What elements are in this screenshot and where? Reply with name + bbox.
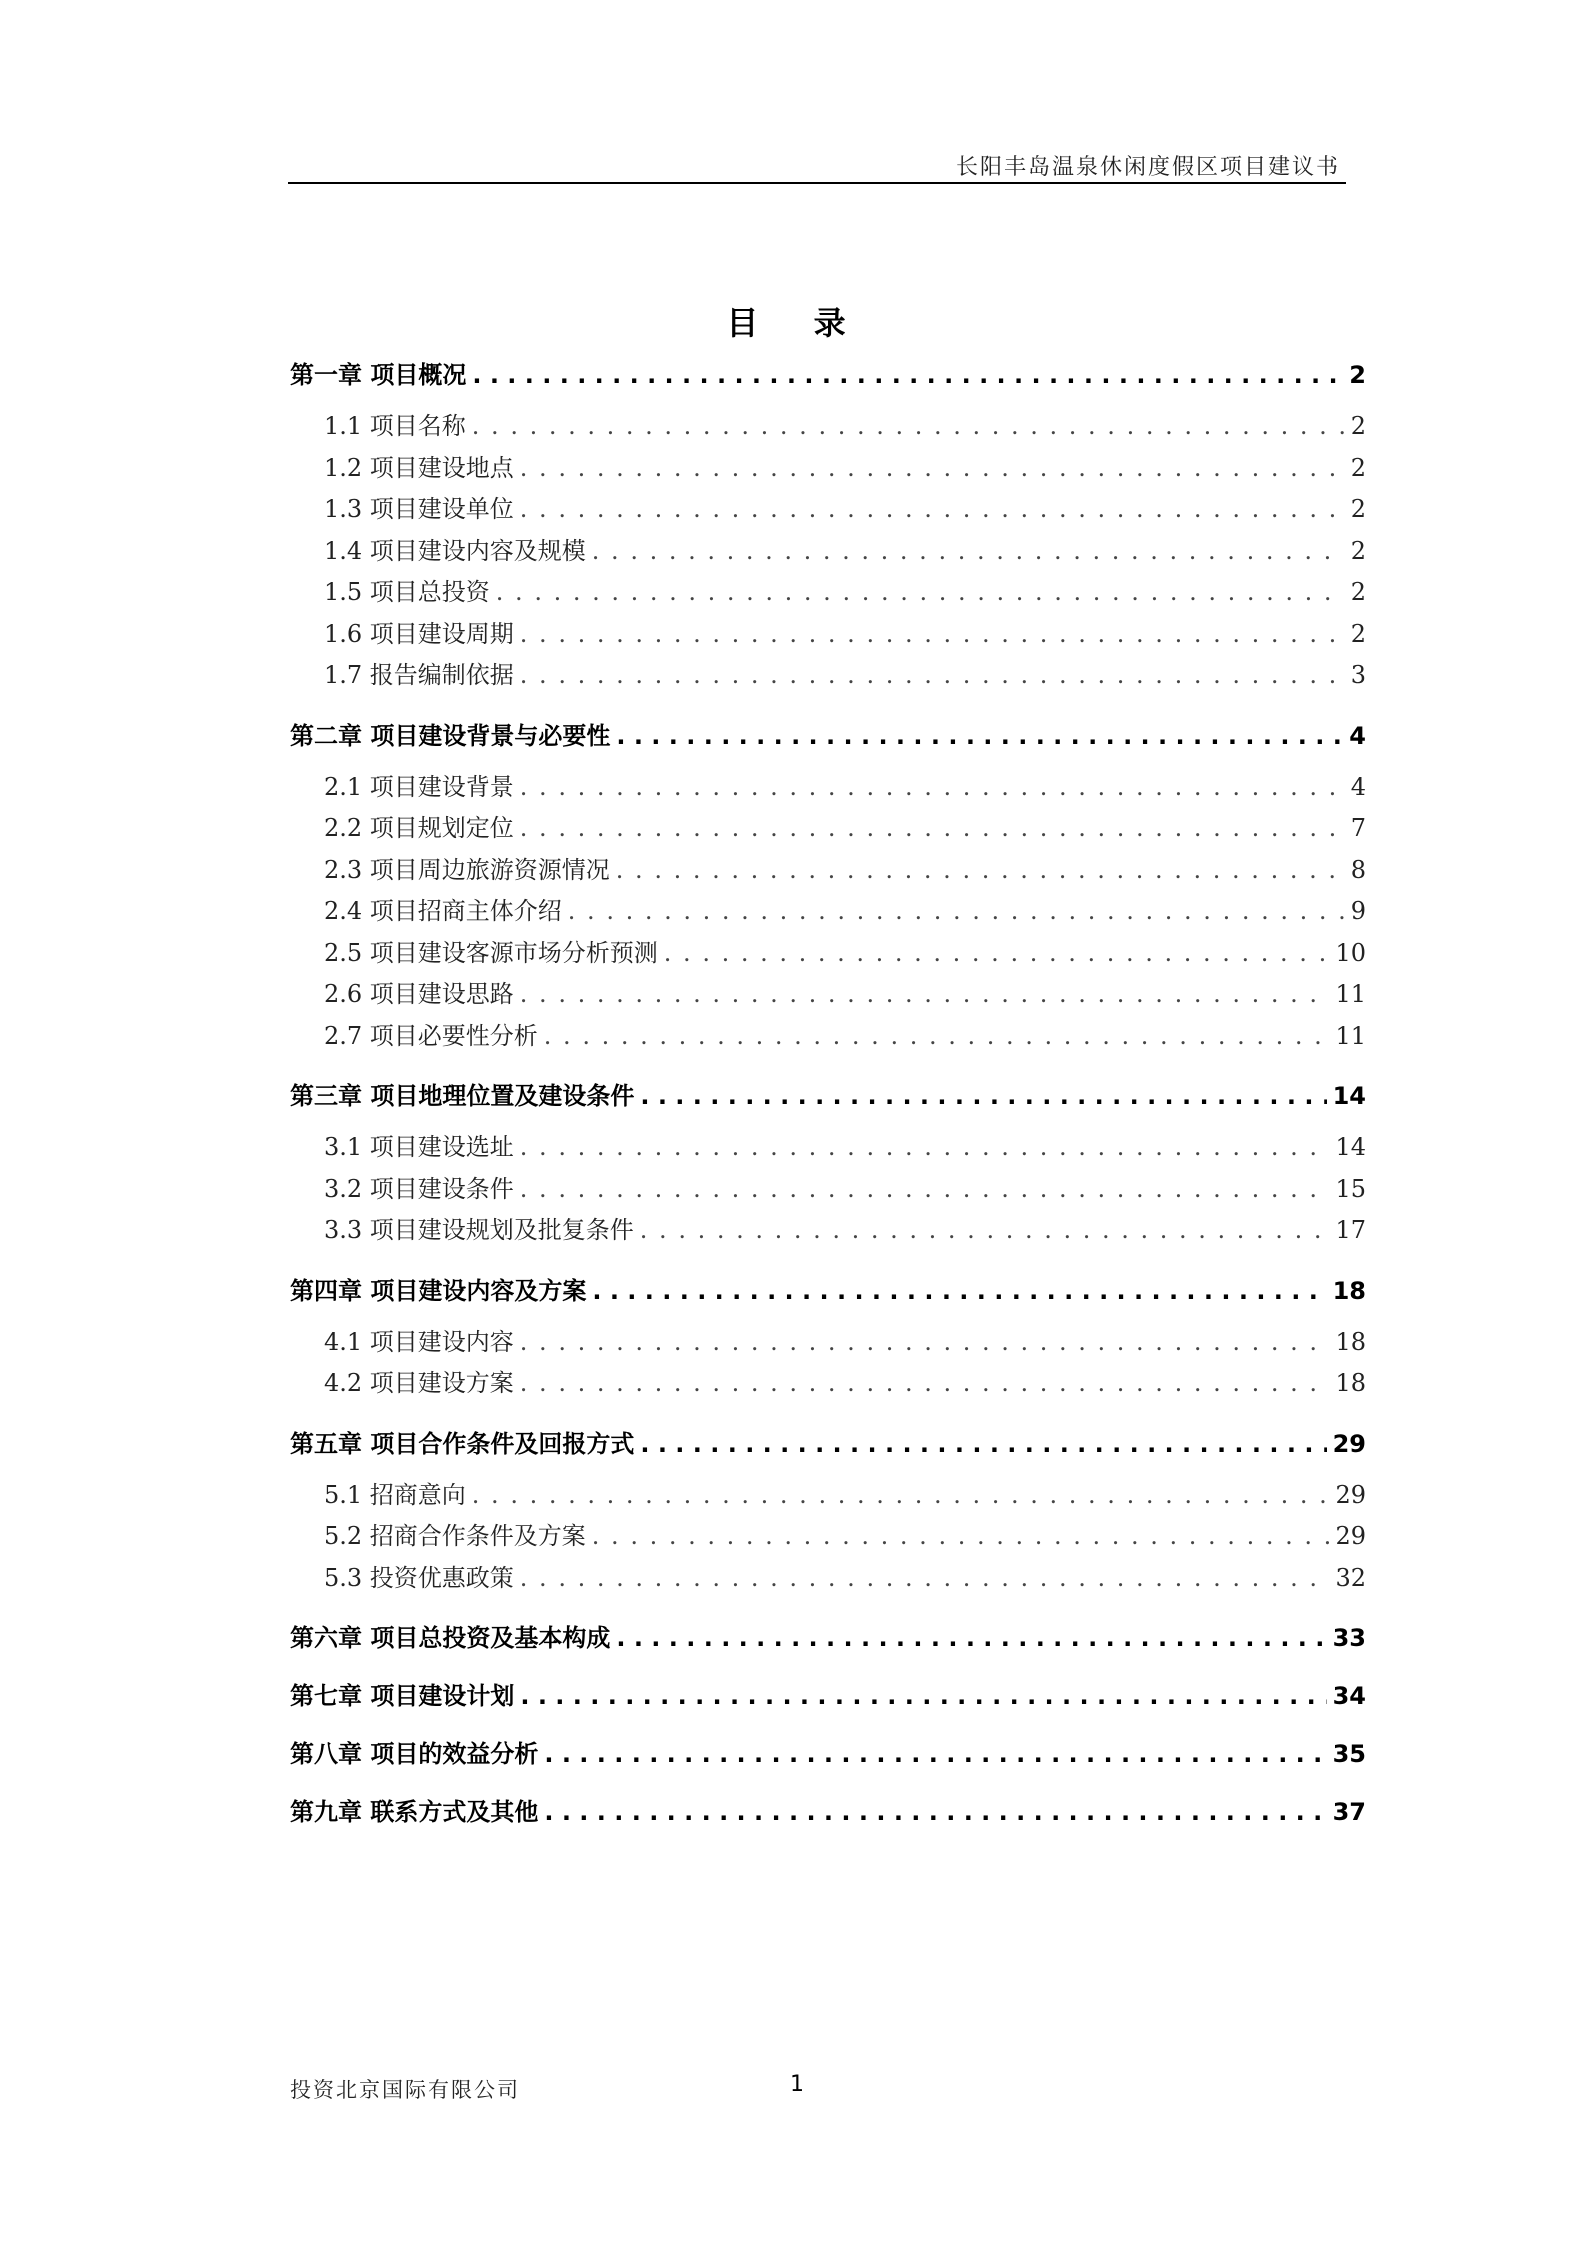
toc-entry-page: 17 bbox=[1335, 1216, 1366, 1244]
toc-entry-page: 14 bbox=[1335, 1133, 1366, 1161]
toc-section-entry[interactable] bbox=[290, 974, 1366, 1016]
dot-leader bbox=[664, 933, 1330, 975]
toc-chapter-entry[interactable] bbox=[290, 717, 1366, 755]
toc-entry-page: 7 bbox=[1350, 814, 1366, 842]
toc-entry-page: 2 bbox=[1350, 412, 1366, 440]
toc-entry-page: 9 bbox=[1350, 897, 1366, 925]
toc-section-entry[interactable] bbox=[290, 1127, 1366, 1169]
toc-section-entry[interactable] bbox=[290, 767, 1366, 809]
toc-entry-label: 第九章 联系方式及其他 bbox=[290, 1798, 539, 1826]
toc-entry-page: 4 bbox=[1350, 772, 1366, 801]
dot-leader bbox=[520, 808, 1345, 850]
toc-entry-page: 11 bbox=[1335, 1021, 1366, 1050]
dot-leader bbox=[472, 1475, 1330, 1517]
toc-entry-label: 第四章 项目建设内容及方案 bbox=[290, 1276, 587, 1305]
toc-entry-label: 2.6 项目建设思路 bbox=[324, 980, 514, 1008]
toc-section-entry[interactable] bbox=[290, 655, 1366, 697]
toc-chapter-entry[interactable] bbox=[290, 1425, 1366, 1463]
toc-entry-label: 1.5 项目总投资 bbox=[324, 578, 490, 606]
toc-entry-page: 2 bbox=[1350, 578, 1366, 606]
dot-leader bbox=[520, 489, 1345, 531]
toc-entry-page: 35 bbox=[1332, 1740, 1366, 1768]
toc-entry-label: 第二章 项目建设背景与必要性 bbox=[290, 721, 611, 750]
toc-entry-page: 33 bbox=[1332, 1624, 1366, 1652]
dot-leader bbox=[472, 356, 1343, 394]
footer-page-number: 1 bbox=[790, 2072, 804, 2097]
toc-entry-label: 1.7 报告编制依据 bbox=[324, 661, 514, 689]
toc-entry-page: 11 bbox=[1335, 980, 1366, 1008]
footer-company: 投资北京国际有限公司 bbox=[290, 2078, 520, 2102]
toc-entry-label: 第七章 项目建设计划 bbox=[290, 1682, 515, 1710]
toc-entry-page: 37 bbox=[1332, 1798, 1366, 1826]
toc-section-entry[interactable] bbox=[290, 531, 1366, 573]
toc-entry-label: 5.2 招商合作条件及方案 bbox=[324, 1522, 586, 1550]
toc-entry-page: 14 bbox=[1332, 1082, 1366, 1110]
toc-section-entry[interactable] bbox=[290, 891, 1366, 933]
toc-chapter-entry[interactable] bbox=[290, 1619, 1366, 1657]
dot-leader bbox=[616, 717, 1343, 755]
toc-entry-label: 5.1 招商意向 bbox=[324, 1480, 466, 1509]
toc-entry-page: 15 bbox=[1335, 1174, 1366, 1203]
toc-entry-page: 18 bbox=[1332, 1276, 1366, 1305]
toc-entry-page: 2 bbox=[1349, 361, 1366, 389]
toc-section-entry[interactable] bbox=[290, 1016, 1366, 1058]
dot-leader bbox=[520, 448, 1345, 490]
toc-entry-label: 第八章 项目的效益分析 bbox=[290, 1740, 539, 1768]
dot-leader bbox=[592, 531, 1345, 573]
dot-leader bbox=[520, 974, 1330, 1016]
toc-section-entry[interactable] bbox=[290, 1210, 1366, 1252]
toc-entry-label: 3.2 项目建设条件 bbox=[324, 1174, 514, 1203]
toc-entry-label: 5.3 投资优惠政策 bbox=[324, 1563, 514, 1592]
dot-leader bbox=[520, 1169, 1330, 1211]
dot-leader bbox=[640, 1077, 1326, 1115]
toc-entry-label: 2.3 项目周边旅游资源情况 bbox=[324, 855, 610, 884]
toc-entry-label: 1.6 项目建设周期 bbox=[324, 619, 514, 648]
dot-leader bbox=[544, 1793, 1326, 1831]
running-header: 长阳丰岛温泉休闲度假区项目建议书 bbox=[955, 155, 1340, 180]
toc-chapter-entry[interactable] bbox=[290, 1077, 1366, 1115]
toc-entry-label: 4.1 项目建设内容 bbox=[324, 1327, 514, 1356]
toc-entry-page: 29 bbox=[1335, 1480, 1366, 1509]
dot-leader bbox=[616, 1619, 1326, 1657]
toc-entry-page: 2 bbox=[1350, 619, 1366, 648]
dot-leader bbox=[544, 1735, 1326, 1773]
toc-entry-label: 2.1 项目建设背景 bbox=[324, 772, 514, 801]
toc-chapter-entry[interactable] bbox=[290, 356, 1366, 394]
table-of-contents bbox=[290, 356, 1366, 1843]
toc-section-entry[interactable] bbox=[290, 1169, 1366, 1211]
toc-chapter-entry[interactable] bbox=[290, 1793, 1366, 1831]
toc-section-entry[interactable] bbox=[290, 850, 1366, 892]
toc-entry-page: 18 bbox=[1335, 1327, 1366, 1356]
toc-entry-page: 2 bbox=[1350, 495, 1366, 523]
toc-entry-page: 8 bbox=[1350, 855, 1366, 884]
dot-leader bbox=[592, 1516, 1330, 1558]
toc-entry-page: 18 bbox=[1335, 1369, 1366, 1397]
dot-leader bbox=[520, 1127, 1330, 1169]
dot-leader bbox=[544, 1016, 1330, 1058]
dot-leader bbox=[592, 1272, 1326, 1310]
dot-leader bbox=[520, 614, 1345, 656]
toc-entry-label: 1.4 项目建设内容及规模 bbox=[324, 536, 586, 565]
toc-entry-page: 29 bbox=[1332, 1429, 1366, 1458]
toc-entry-page: 3 bbox=[1350, 661, 1366, 689]
toc-section-entry[interactable] bbox=[290, 448, 1366, 490]
toc-section-entry[interactable] bbox=[290, 1516, 1366, 1558]
toc-entry-label: 第三章 项目地理位置及建设条件 bbox=[290, 1082, 635, 1110]
toc-section-entry[interactable] bbox=[290, 614, 1366, 656]
toc-chapter-entry[interactable] bbox=[290, 1272, 1366, 1310]
dot-leader bbox=[520, 767, 1345, 809]
toc-entry-label: 3.3 项目建设规划及批复条件 bbox=[324, 1216, 634, 1244]
dot-leader bbox=[472, 406, 1345, 448]
toc-entry-label: 2.4 项目招商主体介绍 bbox=[324, 897, 562, 925]
header-rule bbox=[288, 182, 1346, 184]
toc-entry-label: 3.1 项目建设选址 bbox=[324, 1133, 514, 1161]
toc-section-entry[interactable] bbox=[290, 1363, 1366, 1405]
toc-entry-page: 4 bbox=[1349, 721, 1366, 750]
toc-entry-label: 第五章 项目合作条件及回报方式 bbox=[290, 1429, 635, 1458]
toc-section-entry[interactable] bbox=[290, 1475, 1366, 1517]
dot-leader bbox=[640, 1210, 1330, 1252]
toc-section-entry[interactable] bbox=[290, 808, 1366, 850]
dot-leader bbox=[520, 655, 1345, 697]
dot-leader bbox=[568, 891, 1345, 933]
toc-entry-label: 1.2 项目建设地点 bbox=[324, 453, 514, 482]
toc-title: 目 录 bbox=[726, 304, 868, 342]
toc-entry-label: 2.5 项目建设客源市场分析预测 bbox=[324, 938, 658, 967]
toc-entry-label: 1.1 项目名称 bbox=[324, 412, 466, 440]
toc-entry-label: 第一章 项目概况 bbox=[290, 361, 467, 389]
toc-entry-page: 2 bbox=[1350, 536, 1366, 565]
toc-entry-label: 1.3 项目建设单位 bbox=[324, 495, 514, 523]
dot-leader bbox=[520, 1322, 1330, 1364]
toc-section-entry[interactable] bbox=[290, 933, 1366, 975]
dot-leader bbox=[640, 1425, 1326, 1463]
toc-section-entry[interactable] bbox=[290, 406, 1366, 448]
toc-section-entry[interactable] bbox=[290, 572, 1366, 614]
toc-entry-label: 第六章 项目总投资及基本构成 bbox=[290, 1624, 611, 1652]
toc-entry-page: 32 bbox=[1335, 1563, 1366, 1592]
dot-leader bbox=[520, 1558, 1330, 1600]
toc-section-entry[interactable] bbox=[290, 489, 1366, 531]
toc-entry-page: 10 bbox=[1335, 938, 1366, 967]
dot-leader bbox=[616, 850, 1345, 892]
toc-entry-label: 2.7 项目必要性分析 bbox=[324, 1021, 538, 1050]
toc-chapter-entry[interactable] bbox=[290, 1677, 1366, 1715]
dot-leader bbox=[496, 572, 1345, 614]
toc-section-entry[interactable] bbox=[290, 1322, 1366, 1364]
toc-section-entry[interactable] bbox=[290, 1558, 1366, 1600]
toc-chapter-entry[interactable] bbox=[290, 1735, 1366, 1773]
toc-entry-page: 34 bbox=[1332, 1682, 1366, 1710]
dot-leader bbox=[520, 1677, 1326, 1715]
toc-entry-label: 2.2 项目规划定位 bbox=[324, 814, 514, 842]
toc-entry-page: 2 bbox=[1350, 453, 1366, 482]
toc-entry-page: 29 bbox=[1335, 1522, 1366, 1550]
dot-leader bbox=[520, 1363, 1330, 1405]
toc-entry-label: 4.2 项目建设方案 bbox=[324, 1369, 514, 1397]
